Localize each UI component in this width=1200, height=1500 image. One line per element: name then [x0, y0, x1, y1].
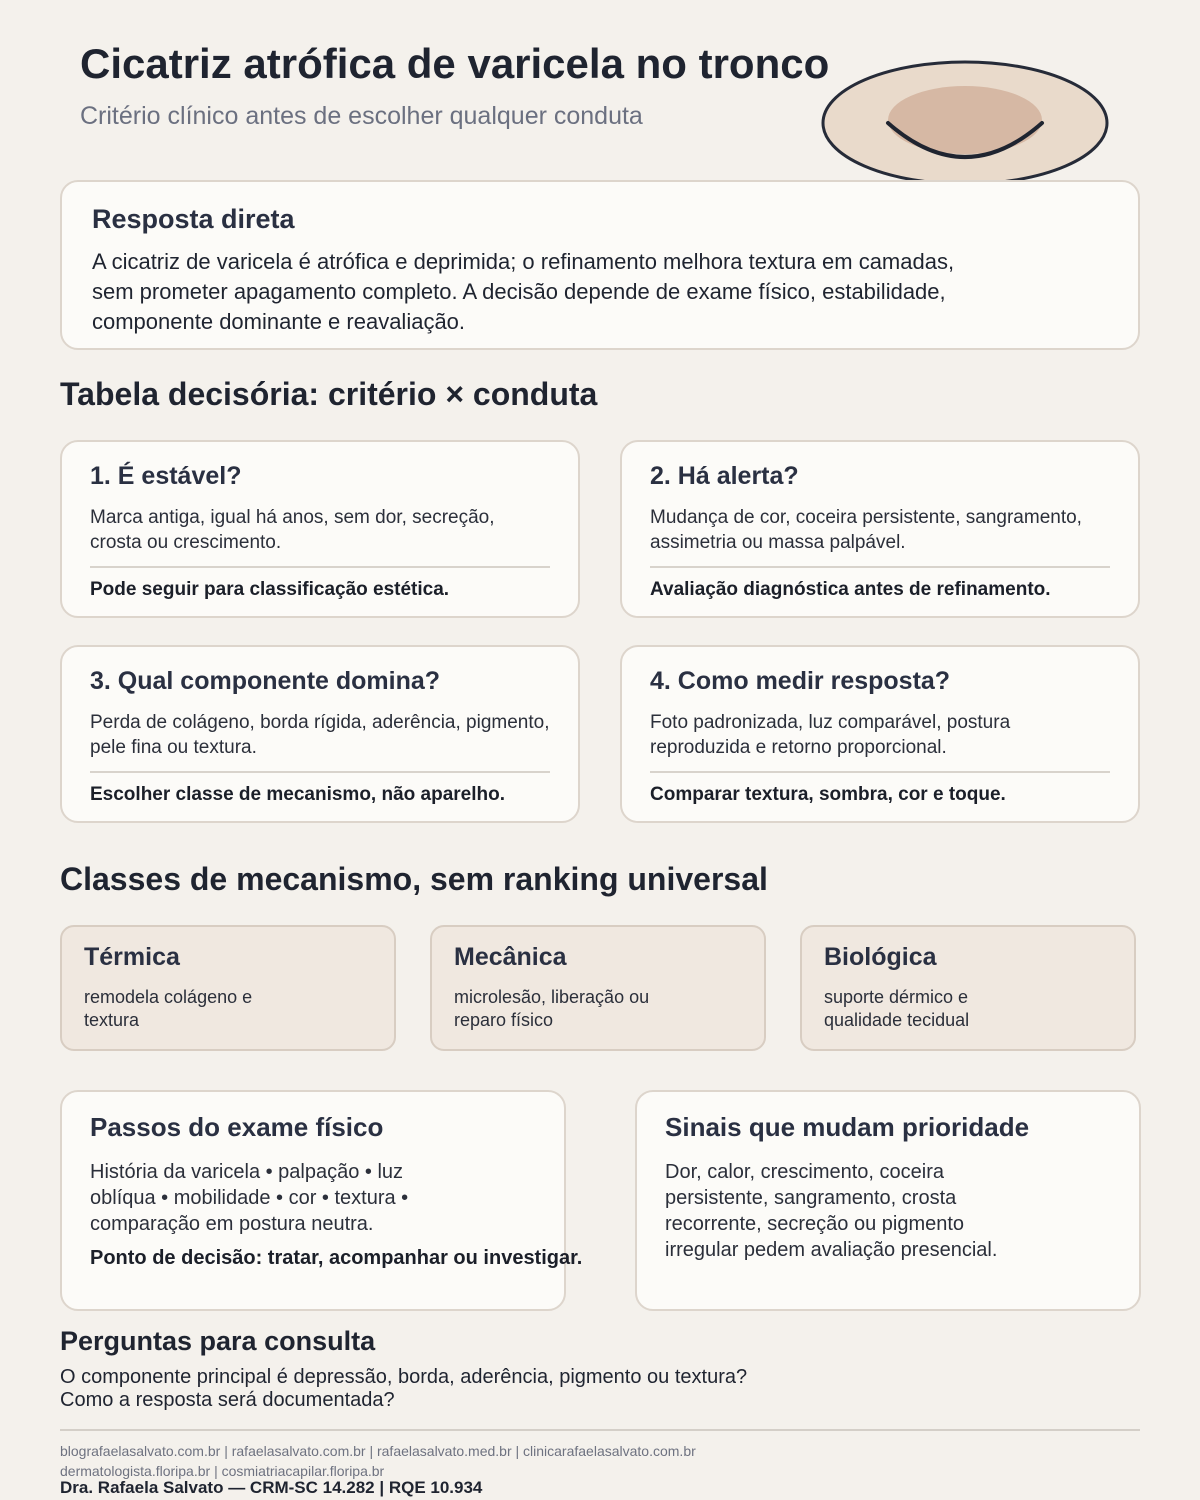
mechanism-description: microlesão, liberação ou reparo físico [454, 987, 650, 1030]
mechanism-name: Mecânica [454, 943, 567, 971]
mechanism-card-mechanical [430, 925, 766, 1051]
criterion-card-measure [620, 645, 1140, 823]
divider [650, 771, 1110, 773]
divider [90, 771, 550, 773]
direct-answer-heading: Resposta direta [92, 204, 295, 234]
direct-answer-text: A cicatriz de varicela é atrófica e deprimida; o refinamento melhora textura em camadas, sem prometer apagamento completo. A decisão depende de exame físico, estabilidade, componente dominante e reavaliação. [92, 249, 955, 334]
questions-title: Perguntas para consulta [60, 1326, 376, 1356]
divider [90, 566, 550, 568]
mechanism-card-thermal [60, 925, 396, 1051]
criterion-card-alert [620, 440, 1140, 618]
question-item: O componente principal é depressão, borda, aderência, pigmento ou textura? [60, 1366, 748, 1388]
criterion-heading: 2. Há alerta? [650, 462, 799, 490]
priority-signals-card [635, 1090, 1141, 1311]
decision-point: Ponto de decisão: tratar, acompanhar ou investigar. [90, 1247, 583, 1269]
criterion-description: Marca antiga, igual há anos, sem dor, secreção, crosta ou crescimento. [90, 507, 495, 553]
criterion-description: Foto padronizada, luz comparável, postura reproduzida e retorno proporcional. [650, 712, 1011, 758]
mechanisms-title: Classes de mecanismo, sem ranking universal [60, 861, 768, 897]
scar-depression [888, 86, 1042, 154]
page-subtitle: Critério clínico antes de escolher qualquer conduta [80, 102, 643, 130]
question-item: Como a resposta será documentada? [60, 1389, 395, 1411]
criterion-description: Perda de colágeno, borda rígida, aderência, pigmento, pele fina ou textura. [90, 712, 550, 758]
criterion-verdict: Pode seguir para classificação estética. [90, 579, 450, 600]
decision-table-title: Tabela decisória: critério × conduta [60, 376, 598, 412]
priority-signals-heading: Sinais que mudam prioridade [665, 1112, 1030, 1142]
criterion-verdict: Comparar textura, sombra, cor e toque. [650, 784, 1006, 805]
criterion-card-stable [60, 440, 580, 618]
mechanism-description: remodela colágeno e textura [84, 987, 253, 1030]
footer-links [60, 1441, 696, 1481]
direct-answer-card [60, 180, 1140, 350]
criterion-heading: 3. Qual componente domina? [90, 667, 441, 695]
footer-divider [60, 1429, 1140, 1431]
physical-exam-card [60, 1090, 583, 1311]
criterion-verdict: Escolher classe de mecanismo, não aparelho. [90, 784, 506, 805]
mechanism-card-biological [800, 925, 1136, 1051]
footer-links-line: dermatologista.floripa.br | cosmiatriacapilar.floripa.br [60, 1463, 385, 1479]
criterion-heading: 4. Como medir resposta? [650, 667, 951, 695]
criterion-heading: 1. É estável? [90, 462, 242, 490]
physical-exam-steps: História da varicela • palpação • luz oblíqua • mobilidade • cor • textura • comparação em postura neutra. [90, 1161, 409, 1235]
priority-signals-text: Dor, calor, crescimento, coceira persistente, sangramento, crosta recorrente, secreção ou pigmento irregular pedem avaliação presencial. [665, 1161, 998, 1261]
page-title: Cicatriz atrófica de varicela no tronco [80, 40, 830, 87]
mechanism-description: suporte dérmico e qualidade tecidual [824, 987, 970, 1030]
scar-illustration [820, 60, 1110, 184]
divider [650, 566, 1110, 568]
mechanism-name: Biológica [824, 943, 937, 971]
mechanism-name: Térmica [84, 943, 180, 971]
questions-list [60, 1366, 747, 1412]
criterion-card-component [60, 645, 580, 823]
criterion-verdict: Avaliação diagnóstica antes de refinamento. [650, 579, 1051, 600]
footer-signature: Dra. Rafaela Salvato — CRM-SC 14.282 | RQE 10.934 [60, 1478, 483, 1497]
criterion-description: Mudança de cor, coceira persistente, sangramento, assimetria ou massa palpável. [650, 507, 1082, 553]
physical-exam-heading: Passos do exame físico [90, 1112, 384, 1142]
footer-links-line: blografaelasalvato.com.br | rafaelasalvato.com.br | rafaelasalvato.med.br | clinicarafaelasalvato.com.br [60, 1443, 696, 1459]
